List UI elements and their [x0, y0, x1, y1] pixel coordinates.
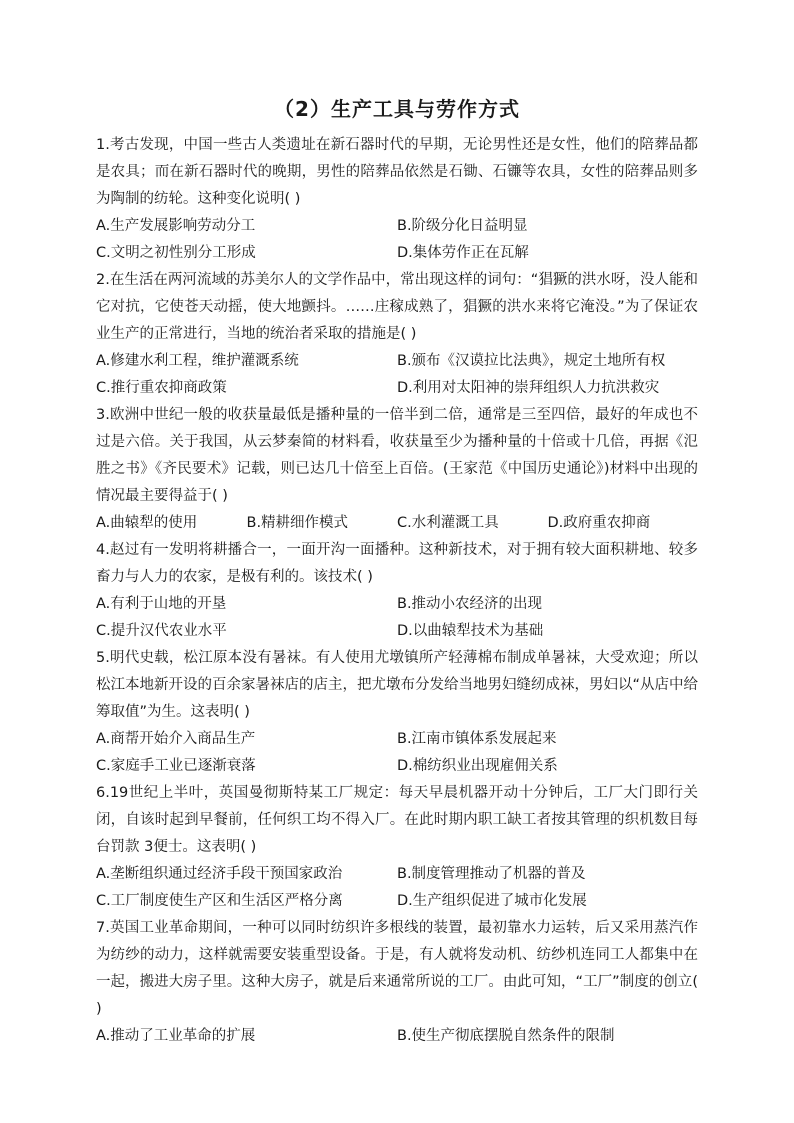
- option-b: B.江南市镇体系发展起来: [397, 731, 557, 747]
- option-group: [96, 348, 698, 402]
- question-stem: 7.英国工业革命期间，一种可以同时纺织许多根线的装置，最初靠水力运转，后又采用蒸汽作为纺纱的动力，这样就需要安装重型设备。于是，有人就将发动机、纺纱机连同工人都集中在一起，搬进大房子里。这种大房子，就是后来通常所说的工厂。由此可知，“工厂”制度的创立( ): [96, 920, 698, 1017]
- question-stem: 6.19世纪上半叶，英国曼彻斯特某工厂规定：每天早晨机器开动十分钟后，工厂大门即行关闭，自该时起到早餐前，任何织工均不得入厂。在此时期内职工缺工者按其管理的织机数目每台罚款 3便士。这表明( ): [96, 785, 698, 855]
- question-4: [96, 537, 698, 645]
- option-b: B.推动小农经济的出现: [397, 596, 543, 612]
- option-group: [96, 861, 698, 915]
- option-a: A.曲辕犁的使用: [96, 515, 198, 531]
- question-6: [96, 780, 698, 915]
- option-a: A.垄断组织通过经济手段干预国家政治: [96, 866, 343, 882]
- option-d: D.集体劳作正在瓦解: [397, 245, 529, 261]
- question-stem: 1.考古发现，中国一些古人类遗址在新石器时代的早期，无论男性还是女性，他们的陪葬品都是农具；而在新石器时代的晚期，男性的陪葬品依然是石锄、石镰等农具，女性的陪葬品则多为陶制的纺轮。这种变化说明( ): [96, 137, 698, 207]
- option-group: [96, 591, 698, 645]
- option-c: C.提升汉代农业水平: [96, 623, 227, 639]
- option-c: C.推行重农抑商政策: [96, 380, 227, 396]
- question-list: [96, 132, 698, 1050]
- question-2: [96, 267, 698, 402]
- option-c: C.文明之初性别分工形成: [96, 245, 256, 261]
- option-b: B.使生产彻底摆脱自然条件的限制: [397, 1028, 615, 1044]
- option-b: B.阶级分化日益明显: [397, 218, 528, 234]
- option-a: A.有利于山地的开垦: [96, 596, 227, 612]
- option-c: C.家庭手工业已逐渐衰落: [96, 758, 256, 774]
- option-b: B.精耕细作模式: [246, 515, 349, 531]
- option-group: [96, 213, 698, 267]
- option-a: A.修建水利工程，维护灌溉系统: [96, 353, 299, 369]
- option-a: A.推动了工业革命的扩展: [96, 1028, 256, 1044]
- option-group: [96, 1023, 698, 1050]
- option-d: D.利用对太阳神的崇拜组织人力抗洪救灾: [397, 380, 660, 396]
- option-a: A.生产发展影响劳动分工: [96, 218, 256, 234]
- option-c: C.工厂制度使生产区和生活区严格分离: [96, 893, 343, 909]
- option-a: A.商帮开始介入商品生产: [96, 731, 256, 747]
- option-d: D.生产组织促进了城市化发展: [397, 893, 587, 909]
- question-5: [96, 645, 698, 780]
- question-7: [96, 915, 698, 1050]
- option-group: [96, 510, 698, 537]
- option-d: D.棉纺织业出现雇佣关系: [397, 758, 558, 774]
- option-b: B.制度管理推动了机器的普及: [397, 866, 586, 882]
- option-group: [96, 726, 698, 780]
- option-d: D.以曲辕犁技术为基础: [397, 623, 544, 639]
- question-stem: 2.在生活在两河流域的苏美尔人的文学作品中，常出现这样的词句：“猖獗的洪水呀，没人能和它对抗，它使苍天动摇，使大地颤抖。……庄稼成熟了，猖獗的洪水来将它淹没。”为了保证农业生产的正常进行，当地的统治者采取的措施是( ): [96, 272, 698, 342]
- page-title: （2）生产工具与劳作方式: [274, 97, 520, 121]
- question-stem: 5.明代史载，松江原本没有暑袜。有人使用尤墩镇所产轻薄棉布制成单暑袜，大受欢迎；所以松江本地新开设的百余家暑袜店的店主，把尤墩布分发给当地男妇缝纫成袜，男妇以“从店中给筹取值”为生。这表明( ): [96, 650, 699, 720]
- option-b: B.颁布《汉谟拉比法典》，规定土地所有权: [397, 353, 666, 369]
- question-1: [96, 132, 698, 267]
- option-c: C.水利灌溉工具: [397, 515, 499, 531]
- question-3: [96, 402, 698, 537]
- question-stem: 3.欧洲中世纪一般的收获量最低是播种量的一倍半到二倍，通常是三至四倍，最好的年成也不过是六倍。关于我国，从云梦秦简的材料看，收获量至少为播种量的十倍或十几倍，再据《氾胜之书》《齐民要术》记载，则已达几十倍至上百倍。(王家范《中国历史通论》)材料中出现的情况最主要得益于( ): [96, 407, 698, 504]
- question-stem: 4.赵过有一发明将耕播合一，一面开沟一面播种。这种新技术，对于拥有较大面积耕地、较多畜力与人力的农家，是极有利的。该技术( ): [96, 542, 698, 585]
- option-d: D.政府重农抑商: [547, 515, 651, 531]
